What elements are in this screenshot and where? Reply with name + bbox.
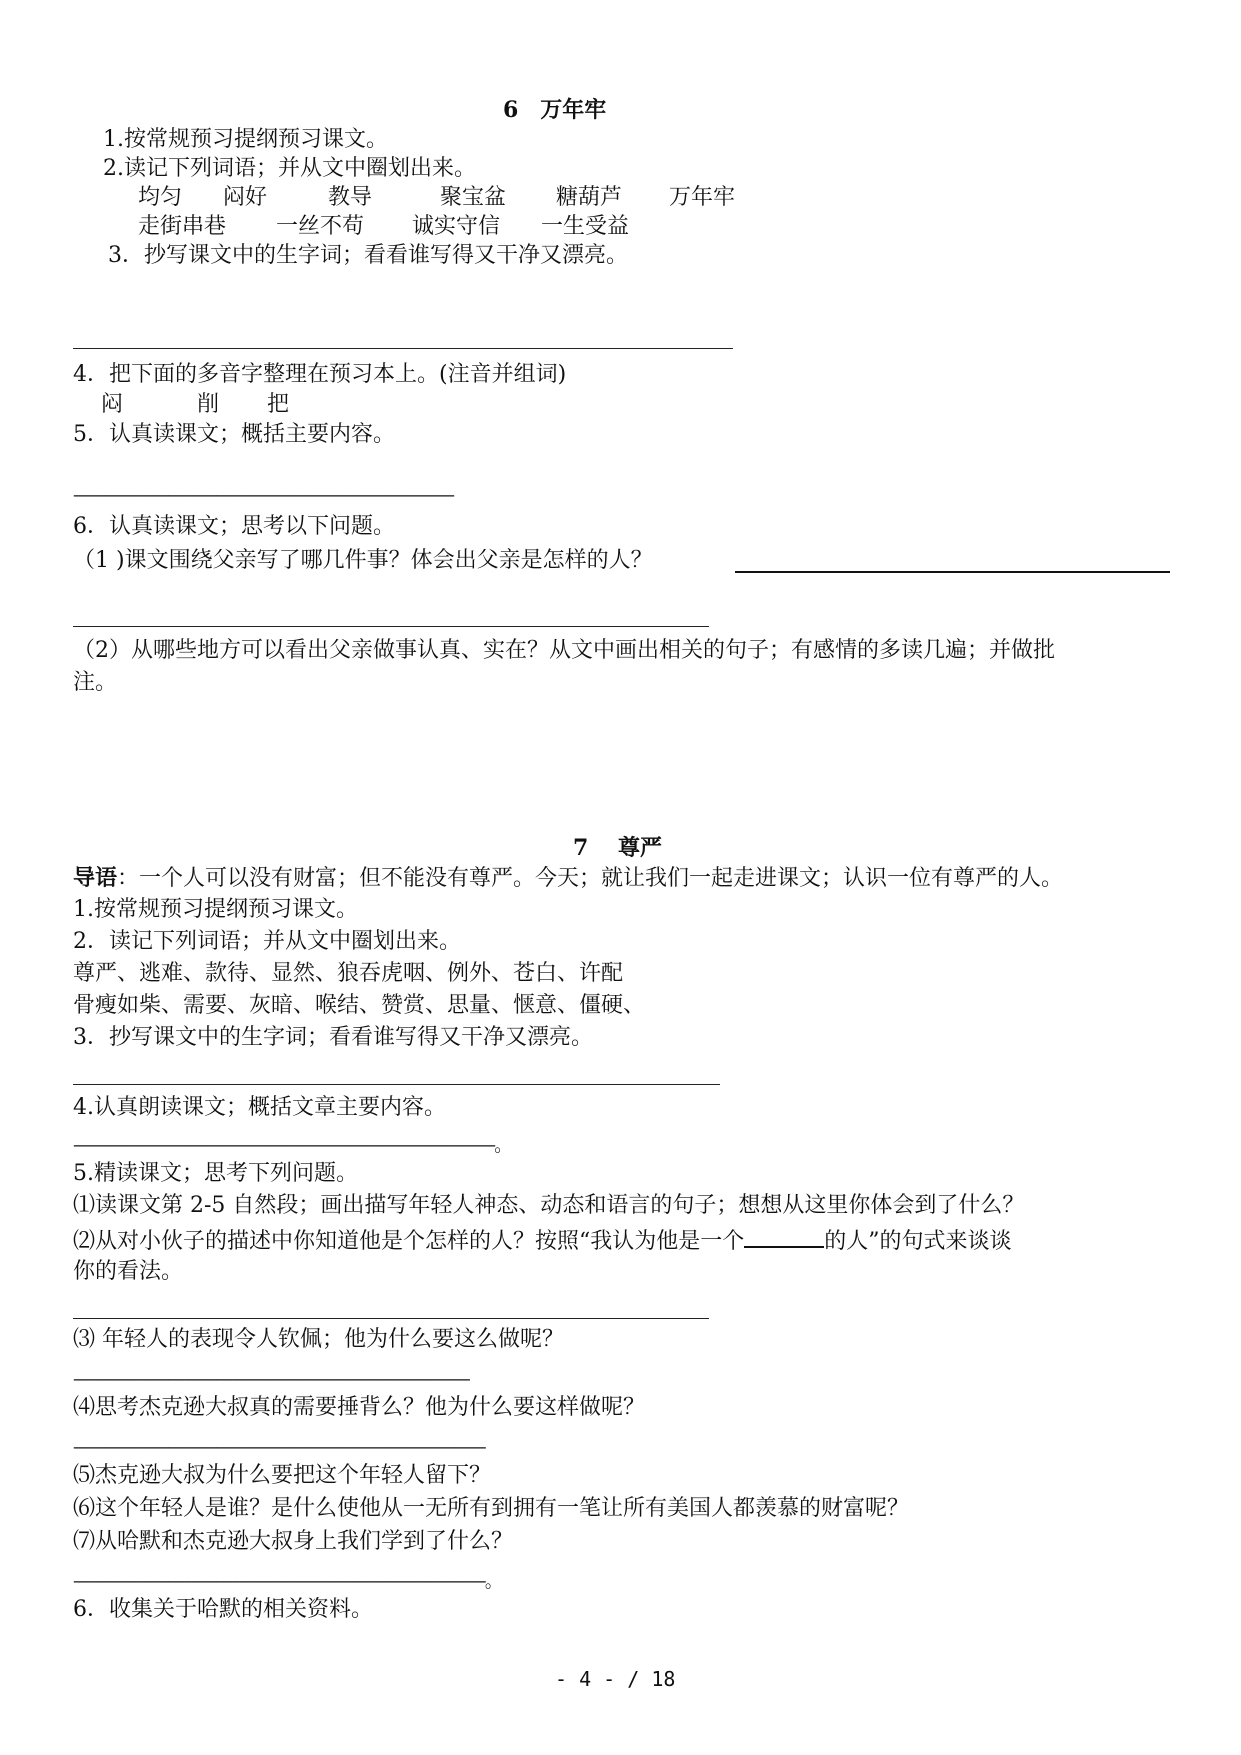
section7-q2: 2．读记下列词语；并从文中圈划出来。 <box>73 929 461 954</box>
section6-q6-2: （2）从哪些地方可以看出父亲做事认真、实在？从文中画出相关的句子；有感情的多读几遍；并做批 <box>73 638 1056 663</box>
word: 万年牢 <box>669 185 736 210</box>
section7-words-line1: 尊严、逃难、款待、显然、狼吞虎咽、例外、苍白、许配 <box>73 961 624 986</box>
q5-2-end: 的人”的句式来谈谈 <box>824 1229 1012 1254</box>
section7-q6: 6．收集关于哈默的相关资料。 <box>73 1597 373 1622</box>
section6-q6: 6．认真读课文；思考以下问题。 <box>73 514 395 539</box>
answer-dash-line: ——————————————————————————。 <box>73 1568 501 1592</box>
section7-q1: 1.按常规预习提纲预习课文。 <box>73 897 358 922</box>
answer-dash-line: ————————————————————————— <box>73 1366 469 1390</box>
guide-text: ：一个人可以没有财富；但不能没有尊严。今天；就让我们一起走进课文；认识一位有尊严的人。 <box>117 866 1064 891</box>
section7-q5-6: ⑹这个年轻人是谁？是什么使他从一无所有到拥有一笔让所有美国人都羡慕的财富呢？ <box>73 1496 910 1521</box>
word: 教导 <box>328 185 373 210</box>
answer-dash-line: —————————————————————————— <box>73 1434 485 1458</box>
section6-q4: 4．把下面的多音字整理在预习本上。(注音并组词) <box>73 362 567 387</box>
section6-words-row1 <box>138 184 735 212</box>
word: 一丝不苟 <box>276 214 365 239</box>
section7-words-line2: 骨瘦如柴、需要、灰暗、喉结、赞赏、思量、惬意、僵硬、 <box>73 993 646 1018</box>
section7-q3: 3．抄写课文中的生字词；看看谁写得又干净又漂亮。 <box>73 1025 593 1050</box>
answer-line <box>73 1084 720 1085</box>
section6-q6-2-cont: 注。 <box>73 670 118 695</box>
section6-q3: 3．抄写课文中的生字词；看看谁写得又干净又漂亮。 <box>108 243 628 268</box>
q5-2-start: ⑵从对小伙子的描述中你知道他是个怎样的人？按照“我认为他是一个 <box>73 1229 745 1254</box>
section7-q5-1: ⑴读课文第 2-5 自然段；画出描写年轻人神态、动态和语言的句子；想想从这里你体会到了什么？ <box>73 1193 1025 1218</box>
page-number: - 4 - / 18 <box>555 1667 676 1691</box>
guide-label: 导语 <box>73 865 118 891</box>
section6-q1: 1.按常规预习提纲预习课文。 <box>103 127 388 152</box>
section7-q5-5: ⑸杰克逊大叔为什么要把这个年轻人留下？ <box>73 1463 492 1488</box>
polyphone: 闷 <box>101 392 124 417</box>
section6-words-row2 <box>138 213 629 241</box>
section6-q6-1: （1 )课文围绕父亲写了哪几件事？体会出父亲是怎样的人？ <box>73 548 653 573</box>
word: 走街串巷 <box>138 214 227 239</box>
answer-line <box>73 348 733 349</box>
word: 聚宝盆 <box>440 185 507 210</box>
section7-q4: 4.认真朗读课文；概括文章主要内容。 <box>73 1095 446 1120</box>
section7-q5-3: ⑶ 年轻人的表现令人钦佩；他为什么要这么做呢？ <box>73 1327 564 1352</box>
answer-dash-line: ——————————————————————————。 <box>73 1132 511 1156</box>
fill-blank <box>744 1226 824 1248</box>
section6-title: 6 万年牢 <box>503 97 607 123</box>
answer-line <box>73 1318 709 1319</box>
polyphone: 把 <box>267 392 290 417</box>
section6-q5: 5．认真读课文；概括主要内容。 <box>73 422 395 447</box>
word: 一生受益 <box>541 214 630 239</box>
section7-q5-7: ⑺从哈默和杰克逊大叔身上我们学到了什么？ <box>73 1529 514 1554</box>
section6-q2: 2.读记下列词语；并从文中圈划出来。 <box>103 156 476 181</box>
section7-q5: 5.精读课文；思考下列问题。 <box>73 1161 358 1186</box>
section7-q5-2-cont: 你的看法。 <box>73 1259 184 1284</box>
section7-q5-4: ⑷思考杰克逊大叔真的需要捶背么？他为什么要这样做呢？ <box>73 1395 646 1420</box>
answer-line <box>735 571 1170 573</box>
polyphone: 削 <box>197 392 220 417</box>
word: 诚实守信 <box>412 214 501 239</box>
word: 闷好 <box>223 185 268 210</box>
word: 糖葫芦 <box>556 185 623 210</box>
section7-q5-2 <box>73 1226 1012 1256</box>
answer-line <box>73 626 709 627</box>
word: 均匀 <box>138 185 183 210</box>
section6-polyphones <box>101 391 289 419</box>
answer-dash-line: ———————————————————————— <box>73 482 454 506</box>
section7-title: 7 尊严 <box>573 835 662 861</box>
section7-guide <box>73 864 1063 893</box>
